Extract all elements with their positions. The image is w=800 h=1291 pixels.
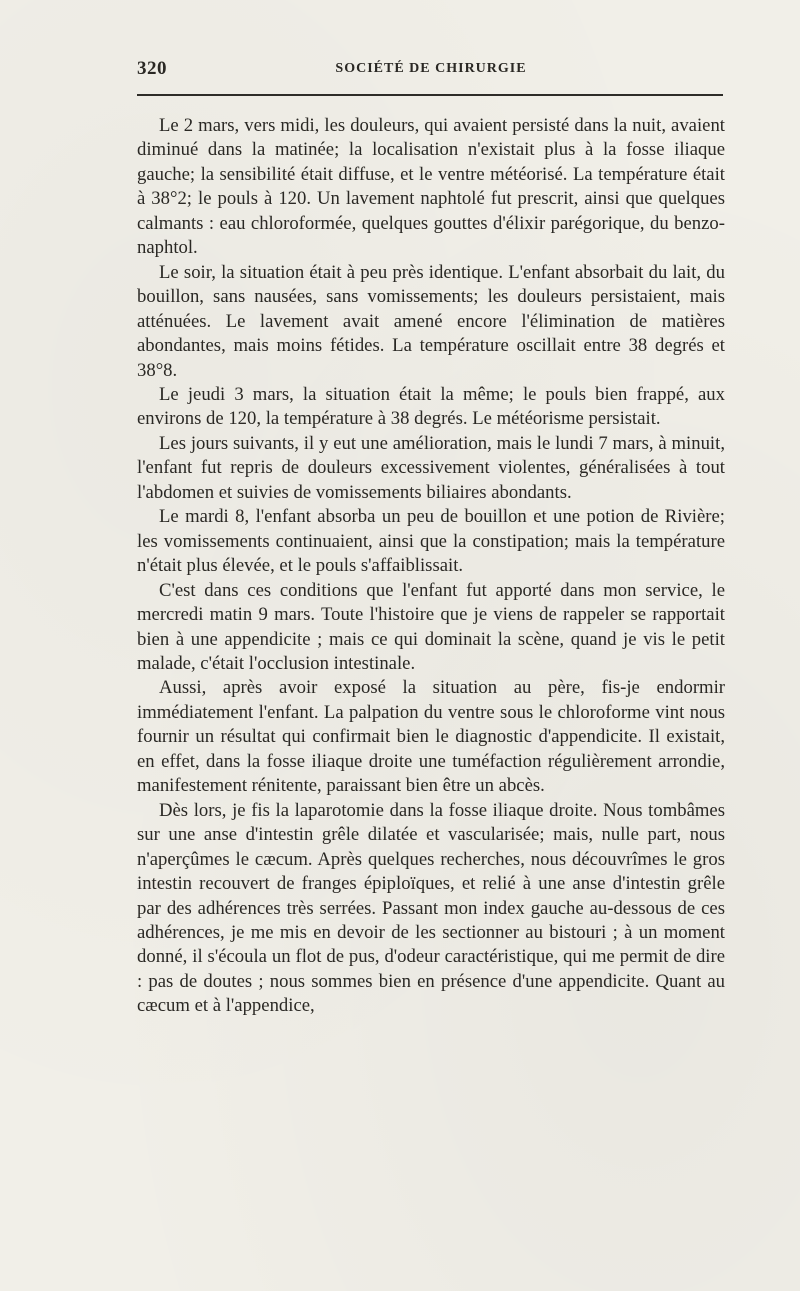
paragraph: Le jeudi 3 mars, la situation était la même; le pouls bien frappé, aux environs de 120, la température à 38 degrés. Le météorisme persistait. [137, 383, 725, 430]
paragraph: Dès lors, je fis la laparotomie dans la fosse iliaque droite. Nous tombâmes sur une anse d'intestin grêle dilatée et vascularisée; mais, nulle part, nous n'aperçûmes le cæcum. Après quelques recherches, nous découvrîmes le gros intestin recouvert de franges épiploïques, et relié à une anse d'intestin grêle par des adhérences très serrées. Passant mon index gauche au-dessous de ces adhérences, je me mis en devoir de les sectionner au bistouri ; à un moment donné, il s'écoula un flot de pus, d'odeur caractéristique, qui me permit de dire : pas de doutes ; nous sommes bien en présence d'une appendicite. Quant au cæcum et à l'appendice, [137, 799, 725, 1017]
paragraph: Aussi, après avoir exposé la situation au père, fis-je endormir immédiatement l'enfant. La palpation du ventre sous le chloroforme vint nous fournir un résultat qui confirmait bien le diagnostic d'appendicite. Il existait, en effet, dans la fosse iliaque droite une tuméfaction régulièrement arrondie, manifestement rénitente, paraissant bien être un abcès. [137, 677, 725, 797]
paragraph: Le soir, la situation était à peu près identique. L'enfant absorbait du lait, du bouillon, sans nausées, sans vomissements; les douleurs persistaient, mais atténuées. Le lavement avait amené encore l'élimination de matières abondantes, mais moins fétides. La température oscillait entre 38 degrés et 38°8. [137, 261, 725, 381]
paragraph: Le 2 mars, vers midi, les douleurs, qui avaient persisté dans la nuit, avaient diminué dans la matinée; la localisation n'existait plus à la fosse iliaque gauche; la sensibilité était diffuse, et le ventre météorisé. La température était à 38°2; le pouls à 120. Un lavement naphtolé fut prescrit, ainsi que quelques calmants : eau chloroformée, quelques gouttes d'élixir parégorique, du benzo-naphtol. [137, 115, 725, 259]
page-number: 320 [137, 58, 167, 79]
body-text [137, 114, 725, 1019]
paragraph: Le mardi 8, l'enfant absorba un peu de bouillon et une potion de Rivière; les vomissements continuaient, ainsi que la constipation; mais la température n'était plus élevée, et le pouls s'affaiblissait. [137, 506, 725, 577]
paragraph: Les jours suivants, il y eut une amélioration, mais le lundi 7 mars, à minuit, l'enfant fut repris de douleurs excessivement violentes, généralisées à tout l'abdomen et suivies de vomissements biliaires abondants. [137, 432, 725, 503]
paragraph: C'est dans ces conditions que l'enfant fut apporté dans mon service, le mercredi matin 9 mars. Toute l'histoire que je viens de rappeler se rapportait bien à une appendicite ; mais ce qui dominait la scène, quand je vis le petit malade, c'était l'occlusion intestinale. [137, 579, 725, 674]
running-title: SOCIÉTÉ DE CHIRURGIE [335, 61, 527, 76]
header-rule [137, 94, 723, 96]
page-header [137, 58, 725, 86]
